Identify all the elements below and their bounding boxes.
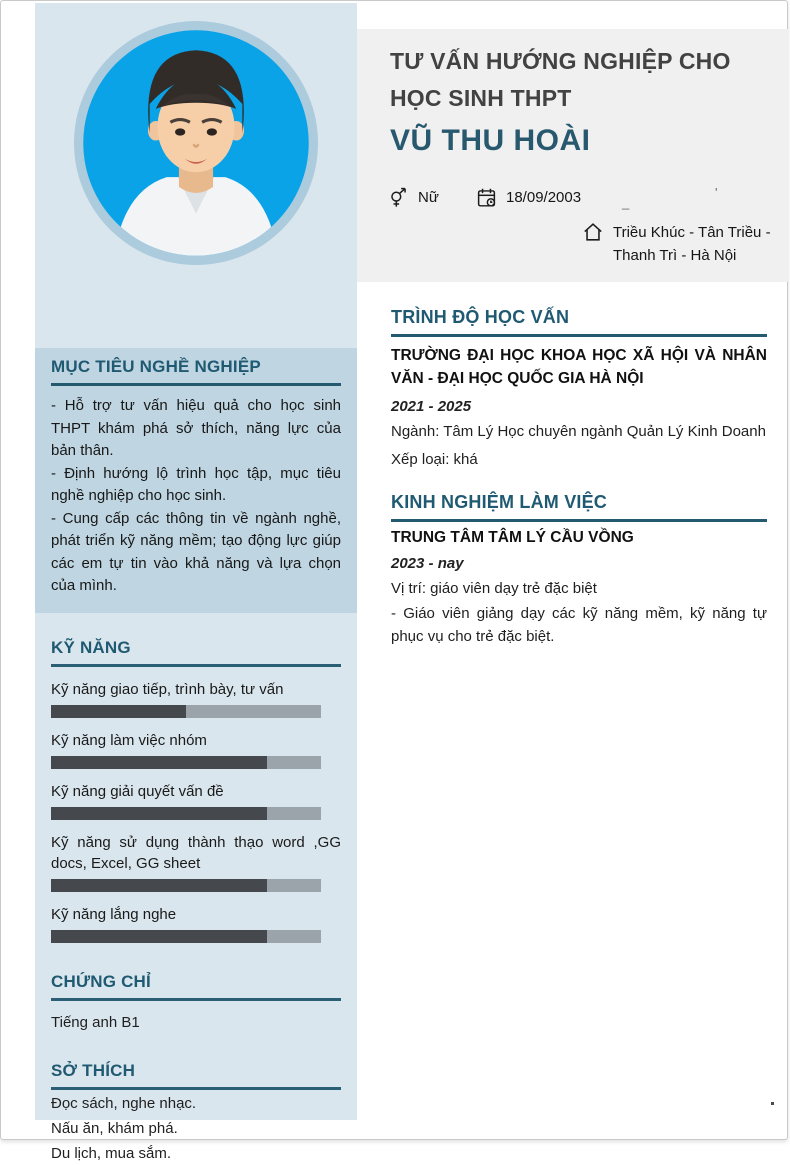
hobby-item: Du lịch, mua sắm. xyxy=(51,1144,172,1162)
skill-label: Kỹ năng làm việc nhóm xyxy=(51,731,207,749)
skill-label: Kỹ năng giải quyết vấn đề xyxy=(51,782,224,800)
section-hobbies xyxy=(35,1061,357,1165)
address-field xyxy=(582,221,771,267)
certificates-heading: CHỨNG CHỈ xyxy=(51,971,151,991)
objective-item: - Định hướng lộ trình học tập, mục tiêu nghề nghiệp cho học sinh. xyxy=(51,464,341,504)
section-skills xyxy=(35,638,357,943)
skill-progress-fill xyxy=(51,879,267,892)
calendar-icon xyxy=(476,187,497,208)
gender-field xyxy=(388,187,439,208)
skills-list xyxy=(51,679,341,943)
address-line1: Triều Khúc - Tân Triều - xyxy=(613,224,771,241)
home-icon xyxy=(582,221,604,243)
skill-label: Kỹ năng giao tiếp, trình bày, tư vấn xyxy=(51,680,284,698)
company-name: TRUNG TÂM TÂM LÝ CẦU VỒNG xyxy=(391,529,634,546)
skill-progress-track xyxy=(51,705,321,718)
skill-progress-fill xyxy=(51,930,267,943)
skills-heading: KỸ NĂNG xyxy=(51,637,131,657)
hobby-item: Nấu ăn, khám phá. xyxy=(51,1119,178,1137)
birthdate-value: 18/09/2003 xyxy=(506,189,582,206)
skill-progress-track xyxy=(51,879,321,892)
skill-row xyxy=(51,781,341,820)
birthdate-field xyxy=(476,187,581,208)
section-objective xyxy=(35,348,357,613)
skill-progress-fill xyxy=(51,807,267,820)
redacted-text-remnant: ' xyxy=(715,185,718,200)
skill-row xyxy=(51,679,341,718)
section-experience xyxy=(391,492,767,648)
school-name: TRƯỜNG ĐẠI HỌC KHOA HỌC XÃ HỘI VÀ NHÂN VĂN - ĐẠI HỌC QUỐC GIA HÀ NỘI xyxy=(391,347,767,387)
certificate-item: Tiếng anh B1 xyxy=(51,1013,140,1031)
candidate-name: VŨ THU HOÀI xyxy=(390,124,591,157)
skill-progress-track xyxy=(51,756,321,769)
stray-artifact-dot xyxy=(771,1102,774,1105)
objective-item: - Hỗ trợ tư vấn hiệu quả cho học sinh THPT khám phá sở thích, năng lực của bản thân. xyxy=(51,397,341,459)
skill-progress-track xyxy=(51,930,321,943)
gender-icon xyxy=(388,187,409,208)
hobbies-heading: SỞ THÍCH xyxy=(51,1060,136,1080)
cv-title-line1: TƯ VẤN HƯỚNG NGHIỆP CHO xyxy=(390,48,731,74)
redacted-text-remnant: _ xyxy=(622,195,630,210)
profile-photo xyxy=(74,21,318,265)
heading-rule xyxy=(391,334,767,337)
education-grade: Xếp loại: khá xyxy=(391,451,478,468)
section-education xyxy=(391,307,767,471)
experience-description: - Giáo viên giảng dạy các kỹ năng mềm, kỹ năng tự phục vụ cho trẻ đặc biệt. xyxy=(391,605,767,645)
heading-rule xyxy=(391,519,767,522)
main-content xyxy=(391,307,767,648)
skill-label: Kỹ năng lắng nghe xyxy=(51,905,177,923)
sidebar xyxy=(35,3,357,1162)
heading-rule xyxy=(51,383,341,386)
gender-value: Nữ xyxy=(418,189,439,206)
skill-progress-fill xyxy=(51,756,267,769)
objective-heading: MỤC TIÊU NGHỀ NGHIỆP xyxy=(51,357,261,376)
objective-item: - Cung cấp các thông tin về ngành nghề, phát triển kỹ năng mềm; tạo động lực giúp các em tự tin vào khả năng và lựa chọn của mình. xyxy=(51,509,341,594)
cv-title-line2: HỌC SINH THPT xyxy=(390,85,572,111)
heading-rule xyxy=(51,998,341,1001)
heading-rule xyxy=(51,664,341,667)
experience-heading: KINH NGHIỆM LÀM VIỆC xyxy=(391,492,608,512)
experience-position: Vị trí: giáo viên dạy trẻ đặc biệt xyxy=(391,580,597,597)
portrait-photo-icon xyxy=(74,21,318,265)
skill-row xyxy=(51,730,341,769)
section-certificates xyxy=(35,972,357,1034)
skill-row xyxy=(51,832,341,892)
education-period: 2021 - 2025 xyxy=(391,398,472,415)
heading-rule xyxy=(51,1087,341,1090)
experience-period: 2023 - nay xyxy=(391,555,464,572)
skill-label: Kỹ năng sử dụng thành thạo word ,GG docs, Excel, GG sheet xyxy=(51,833,341,872)
skill-progress-track xyxy=(51,807,321,820)
address-line2: Thanh Trì - Hà Nội xyxy=(613,247,737,264)
hobby-item: Đọc sách, nghe nhạc. xyxy=(51,1094,197,1112)
skill-row xyxy=(51,904,341,943)
education-heading: TRÌNH ĐỘ HỌC VẤN xyxy=(391,307,570,327)
skill-progress-fill xyxy=(51,705,186,718)
education-major: Ngành: Tâm Lý Học chuyên ngành Quản Lý Kinh Doanh xyxy=(391,423,766,440)
header xyxy=(357,29,789,282)
